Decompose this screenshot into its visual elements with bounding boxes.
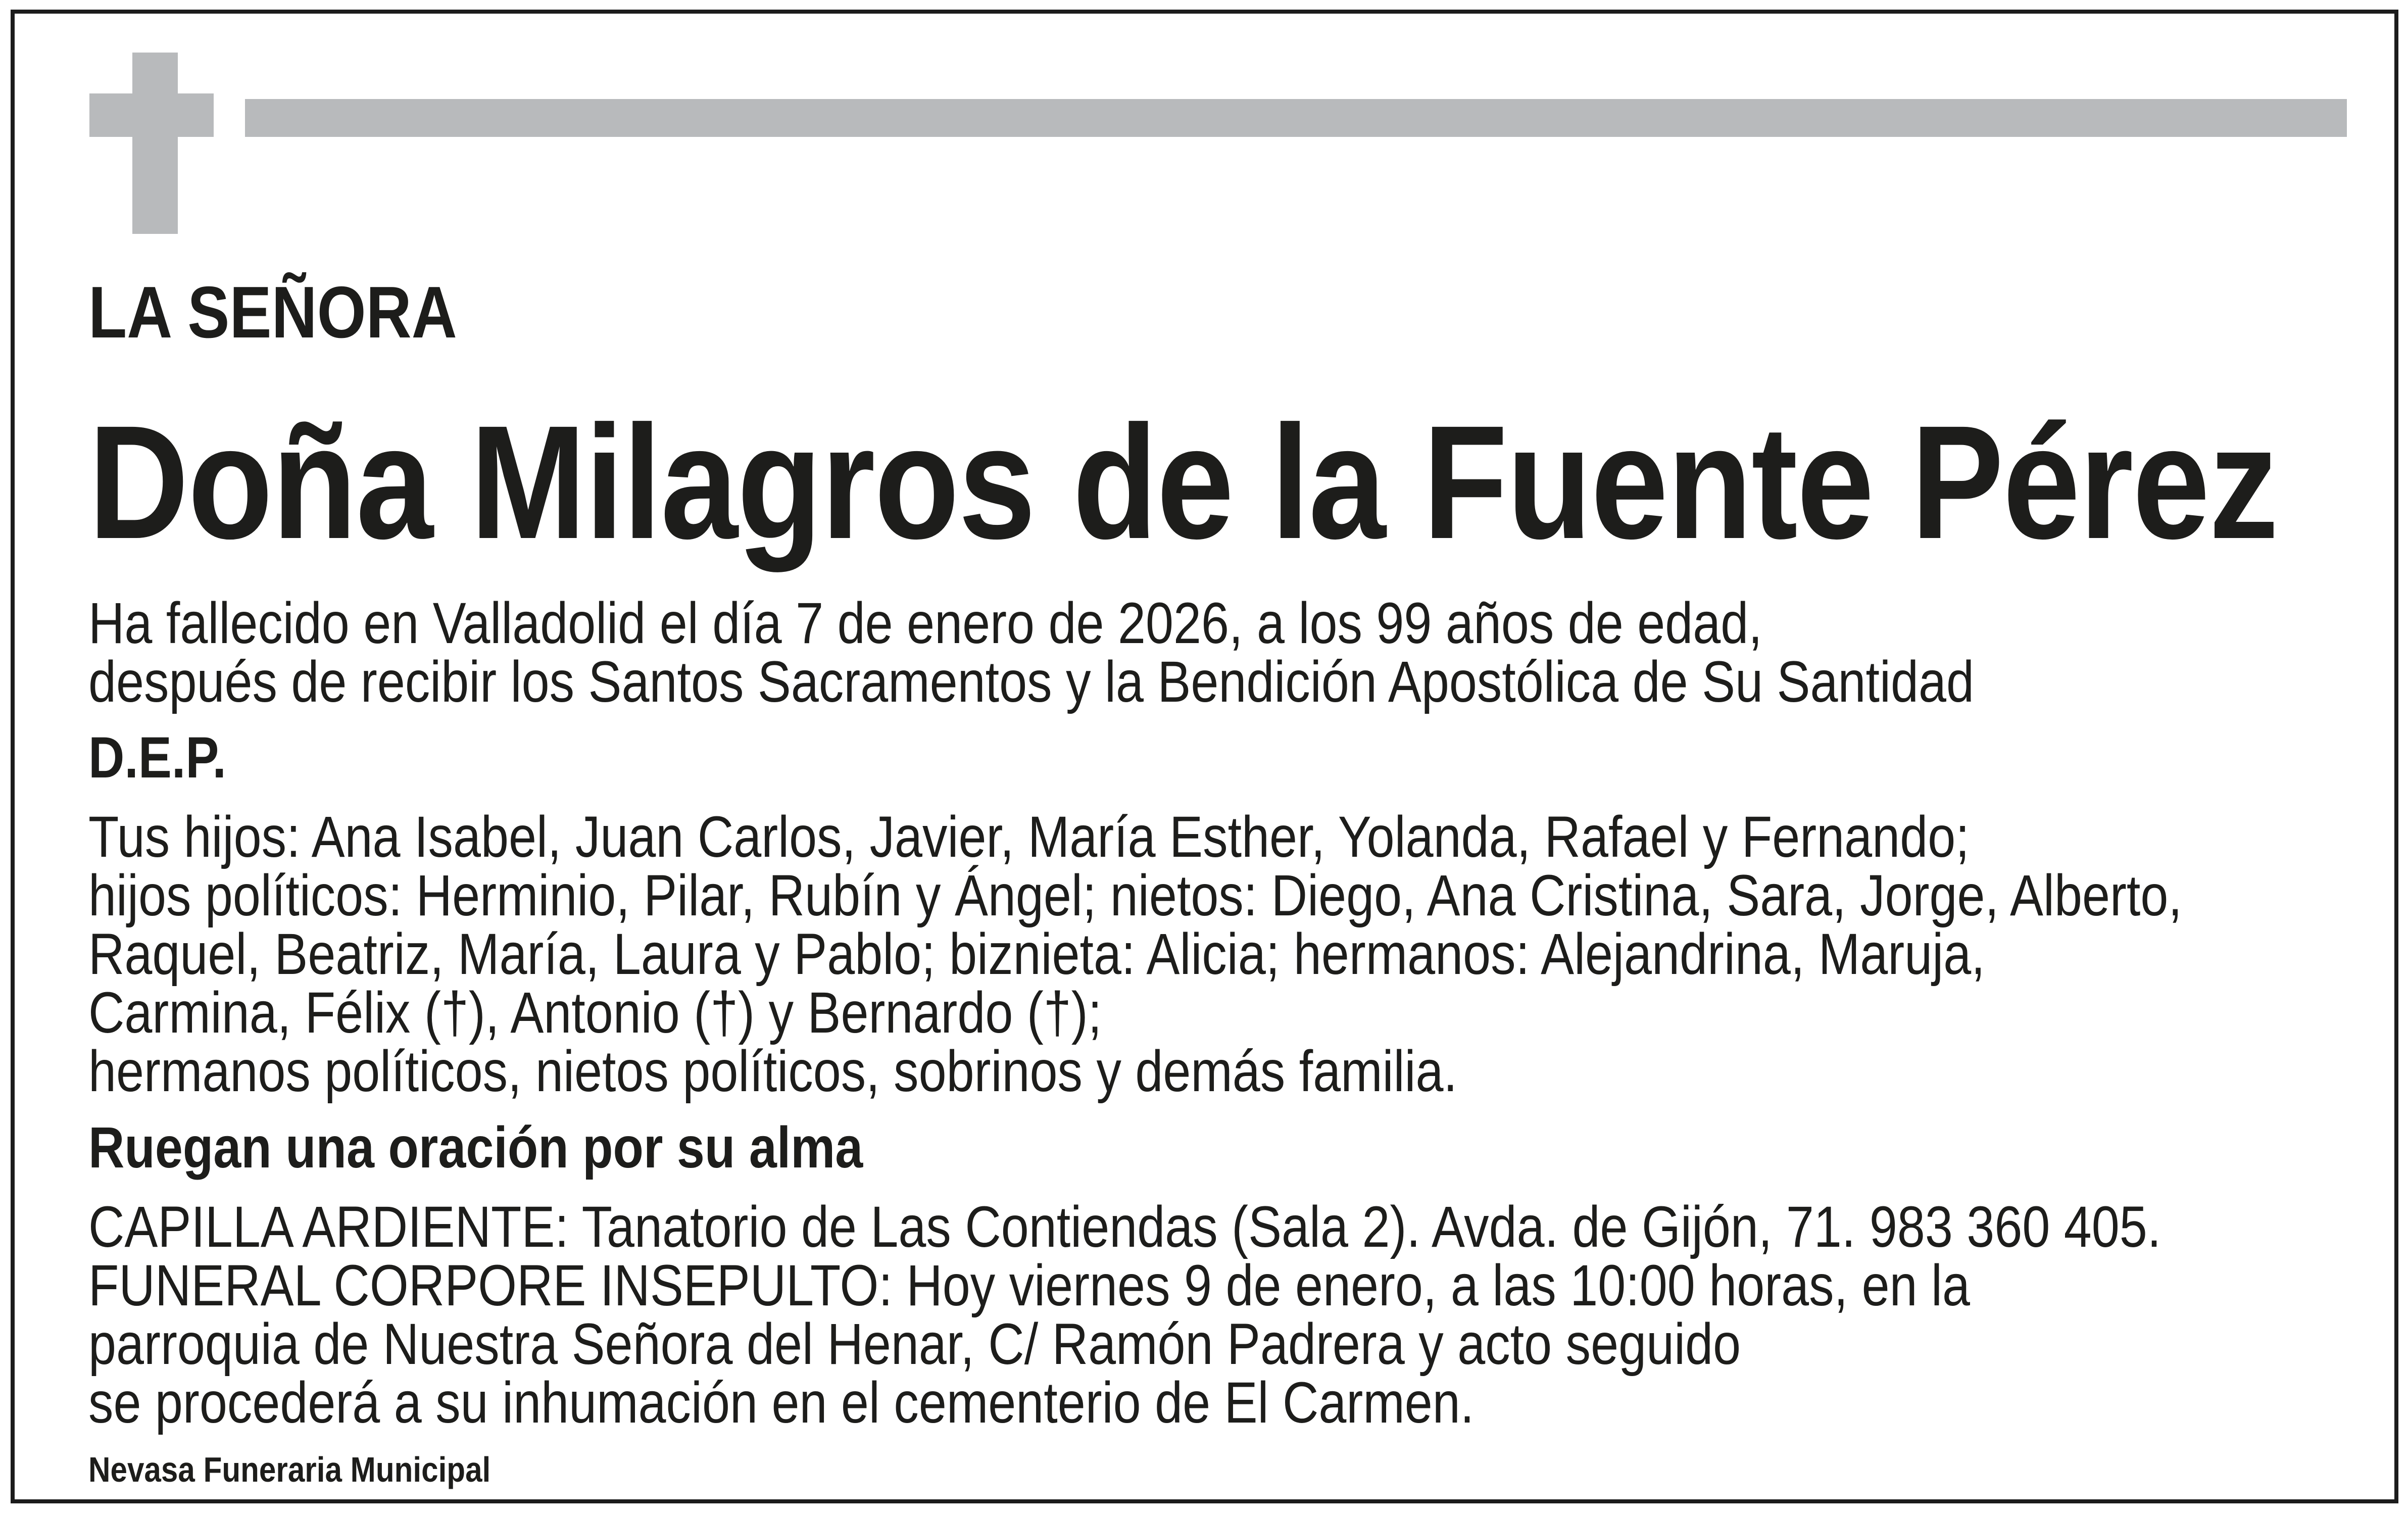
deceased-name: Doña Milagros de la Fuente Pérez: [88, 392, 2278, 572]
header-rule: [245, 99, 2347, 137]
funeral-home-name: Nevasa Funeraria Municipal: [88, 1450, 491, 1489]
announcement-line: Ha fallecido en Valladolid el día 7 de enero de 2026, a los 99 años de edad,: [88, 591, 1762, 656]
family-line: hijos políticos: Herminio, Pilar, Rubín y Ángel; nietos: Diego, Ana Cristina, Sara, Jorge, Alberto,: [88, 863, 2182, 928]
honorific-title: LA SEÑORA: [88, 271, 457, 353]
cross-icon-vertical-arm: [132, 53, 178, 234]
family-line: Raquel, Beatriz, María, Laura y Pablo; biznieta: Alicia; hermanos: Alejandrina, Maruja,: [88, 922, 1985, 987]
family-line: Carmina, Félix (†), Antonio (†) y Bernardo (†);: [88, 981, 1102, 1045]
service-line: FUNERAL CORPORE INSEPULTO: Hoy viernes 9 de enero, a las 10:00 horas, en la: [88, 1253, 1971, 1318]
cross-icon-horizontal-arm: [89, 93, 214, 137]
service-line: CAPILLA ARDIENTE: Tanatorio de Las Contiendas (Sala 2). Avda. de Gijón, 71. 983 360 405.: [88, 1195, 2161, 1259]
rip-abbreviation: D.E.P.: [88, 725, 227, 790]
family-line: Tus hijos: Ana Isabel, Juan Carlos, Javier, María Esther, Yolanda, Rafael y Fernando;: [88, 805, 1970, 869]
announcement-line: después de recibir los Santos Sacramentos y la Bendición Apostólica de Su Santidad: [88, 650, 1975, 714]
family-line: hermanos políticos, nietos políticos, sobrinos y demás familia.: [88, 1039, 1458, 1104]
service-line: parroquia de Nuestra Señora del Henar, C/ Ramón Padrera y acto seguido: [88, 1312, 1741, 1377]
family-list: [88, 805, 2182, 1104]
service-details: [88, 1195, 2161, 1435]
service-line: se procederá a su inhumación en el cementerio de El Carmen.: [88, 1371, 1475, 1435]
prayer-request: Ruegan una oración por su alma: [88, 1115, 863, 1180]
death-announcement: [88, 591, 1975, 714]
